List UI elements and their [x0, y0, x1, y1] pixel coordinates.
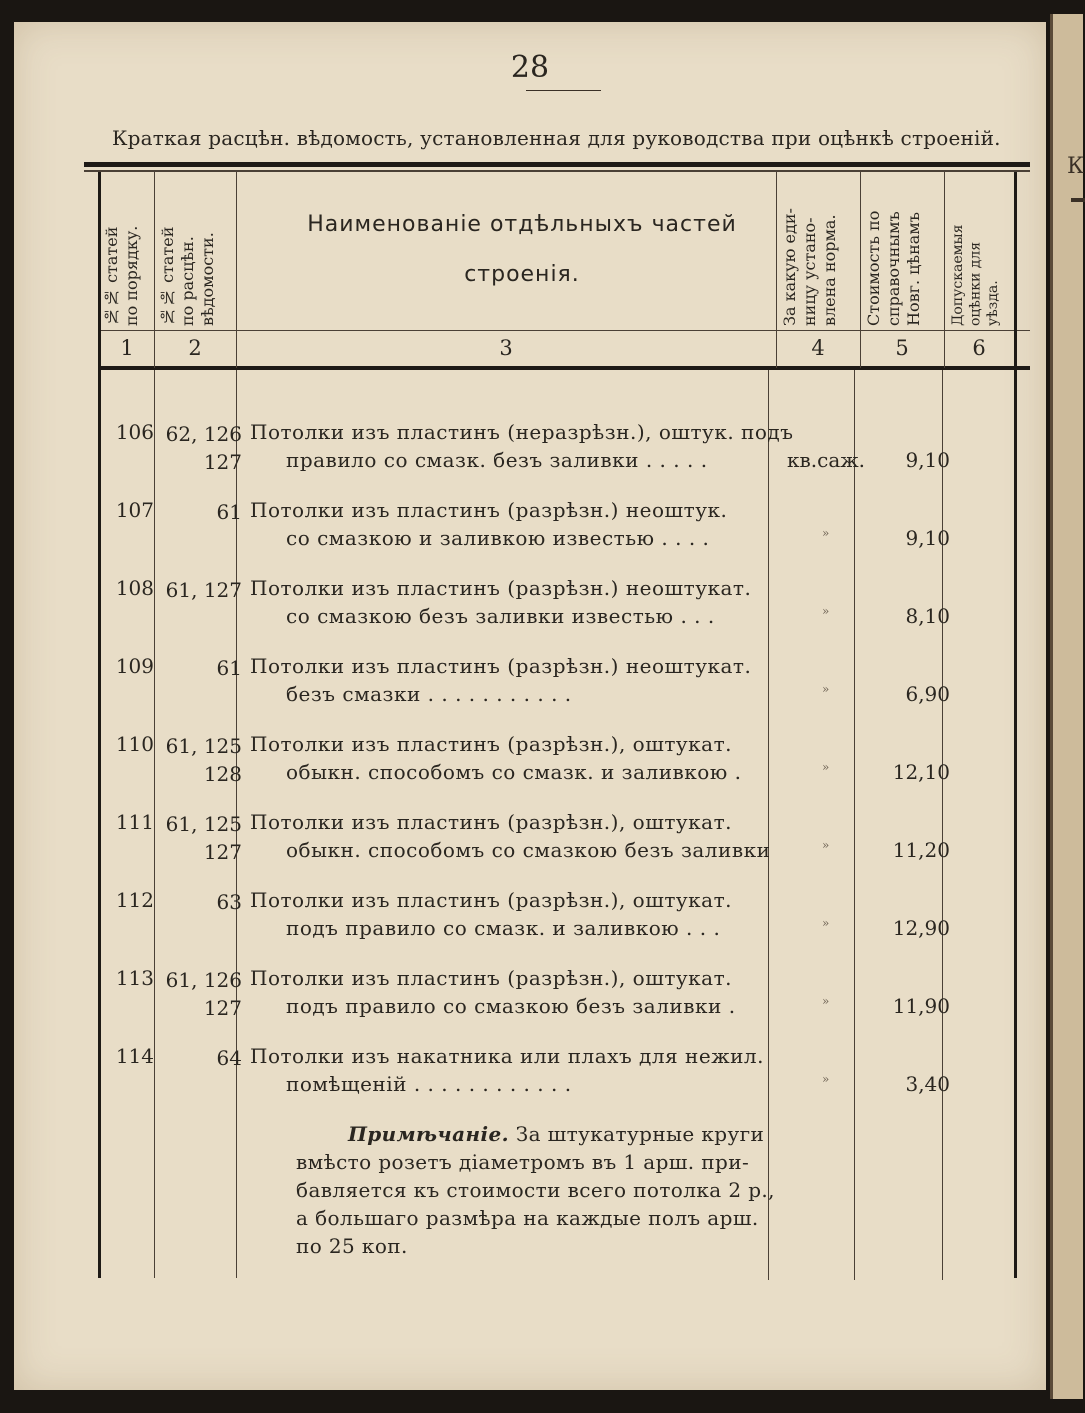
header-col1: №№ статей по порядку.	[102, 225, 141, 326]
document-page	[14, 22, 1046, 1390]
row-description-line1: Потолки изъ пластинъ (разрѣзн.), оштукат.	[250, 966, 732, 990]
ditto-mark: »	[822, 1072, 830, 1086]
row-price: 11,20	[892, 838, 950, 862]
row-number: 111	[115, 810, 154, 834]
header-bottom-rule	[98, 366, 1030, 370]
row-unit: кв.саж.	[787, 448, 865, 472]
row-number: 113	[115, 966, 154, 990]
row-description-line2: обыкн. способомъ со смазк. и заливкою .	[286, 760, 742, 784]
row-description-line1: Потолки изъ пластинъ (разрѣзн.) неоштукат.	[250, 654, 752, 678]
row-description-line1: Потолки изъ накатника или плахъ для нежил.	[250, 1044, 764, 1068]
footnote-line: бавляется къ стоимости всего потолка 2 р.,	[296, 1178, 775, 1202]
column-number-2: 2	[188, 336, 202, 360]
header-col5: Стоимость по справочнымъ Новг. цѣнамъ	[864, 210, 923, 326]
row-reference: 63	[216, 890, 242, 914]
table-row	[14, 576, 1046, 654]
footnote-line: а большаго размѣра на каждые полъ арш.	[296, 1206, 759, 1230]
ditto-mark: »	[822, 994, 830, 1008]
page-number: 28	[510, 50, 550, 85]
row-description-line2: безъ смазки . . . . . . . . . . .	[286, 682, 572, 706]
adjacent-page-edge	[1050, 14, 1083, 1399]
row-reference: 61	[216, 656, 242, 680]
table-row	[14, 420, 1046, 498]
header-number-divider	[98, 330, 1030, 331]
row-price: 3,40	[905, 1072, 950, 1096]
footnote-line: За штукатурные круги	[515, 1122, 765, 1146]
ditto-mark: »	[822, 526, 830, 540]
row-description-line2: правило со смазк. безъ заливки . . . . .	[286, 448, 708, 472]
column-number-6: 6	[972, 336, 986, 360]
table-row	[14, 966, 1046, 1044]
row-description-line1: Потолки изъ пластинъ (разрѣзн.), оштукат.	[250, 888, 732, 912]
header-top-rule-secondary	[84, 170, 1030, 172]
row-price: 12,10	[892, 760, 950, 784]
row-description-line2: помѣщеній . . . . . . . . . . . .	[286, 1072, 572, 1096]
footnote-title: Примѣчаніе.	[348, 1122, 509, 1146]
page-number-rule	[526, 90, 601, 91]
row-description-line2: подъ правило со смазк. и заливкою . . .	[286, 916, 721, 940]
table-row	[14, 654, 1046, 732]
table-row	[14, 732, 1046, 810]
row-description-line1: Потолки изъ пластинъ (разрѣзн.), оштукат.	[250, 732, 732, 756]
header-col3-line2: строенія.	[464, 262, 580, 287]
ditto-mark: »	[822, 916, 830, 930]
row-number: 108	[115, 576, 154, 600]
row-description-line1: Потолки изъ пластинъ (разрѣзн.), оштукат.	[250, 810, 732, 834]
row-price: 9,10	[905, 526, 950, 550]
row-description-line2: со смазкою безъ заливки известью . . .	[286, 604, 715, 628]
column-number-3: 3	[499, 336, 513, 360]
table-row	[14, 498, 1046, 576]
row-number: 107	[115, 498, 154, 522]
row-price: 8,10	[905, 604, 950, 628]
column-number-5: 5	[895, 336, 909, 360]
table-row	[14, 888, 1046, 966]
row-number: 106	[115, 420, 154, 444]
row-number: 112	[115, 888, 154, 912]
footnote-line: вмѣсто розетъ діаметромъ въ 1 арш. при-	[296, 1150, 750, 1174]
row-number: 109	[115, 654, 154, 678]
adjacent-page-fragment: К	[1067, 154, 1085, 179]
row-price: 12,90	[892, 916, 950, 940]
ditto-mark: »	[822, 604, 830, 618]
row-price: 11,90	[892, 994, 950, 1018]
header-col4: За какую еди- ницу устано- влена норма.	[780, 208, 839, 326]
row-reference: 61, 126 127	[165, 968, 242, 1020]
row-reference: 61, 127	[165, 578, 242, 602]
row-number: 110	[115, 732, 154, 756]
row-description-line1: Потолки изъ пластинъ (разрѣзн.) неоштук.	[250, 498, 728, 522]
header-col2: №№ статей по расцѣн. вѣдомости.	[158, 226, 217, 326]
table-row	[14, 810, 1046, 888]
row-description-line1: Потолки изъ пластинъ (разрѣзн.) неоштукат.	[250, 576, 752, 600]
row-description-line2: подъ правило со смазкою безъ заливки .	[286, 994, 736, 1018]
row-reference: 61	[216, 500, 242, 524]
footnote	[296, 1120, 786, 1260]
header-col6: Допускаемыя оцѣнки для уѣзда.	[950, 224, 1001, 326]
ditto-mark: »	[822, 760, 830, 774]
ditto-mark: »	[822, 838, 830, 852]
row-price: 6,90	[905, 682, 950, 706]
row-description-line2: обыкн. способомъ со смазкою безъ заливки	[286, 838, 771, 862]
ditto-mark: »	[822, 682, 830, 696]
column-number-1: 1	[120, 336, 134, 360]
row-description-line2: со смазкою и заливкою известью . . . .	[286, 526, 710, 550]
table-row	[14, 1044, 1046, 1122]
row-description-line1: Потолки изъ пластинъ (неразрѣзн.), оштук. подъ	[250, 420, 794, 444]
row-reference: 64	[216, 1046, 242, 1070]
header-top-rule	[84, 162, 1030, 167]
footnote-line: по 25 коп.	[296, 1234, 408, 1258]
row-price: 9,10	[905, 448, 950, 472]
adjacent-page-rule	[1071, 198, 1085, 202]
header-col3-line1: Наименованіе отдѣльныхъ частей	[307, 212, 737, 237]
row-reference: 62, 126 127	[165, 422, 242, 474]
row-reference: 61, 125 128	[165, 734, 242, 786]
column-number-4: 4	[811, 336, 825, 360]
page-title: Краткая расцѣн. вѣдомость, установленная для руководства при оцѣнкѣ строеній.	[112, 126, 1001, 150]
row-number: 114	[115, 1044, 154, 1068]
row-reference: 61, 125 127	[165, 812, 242, 864]
